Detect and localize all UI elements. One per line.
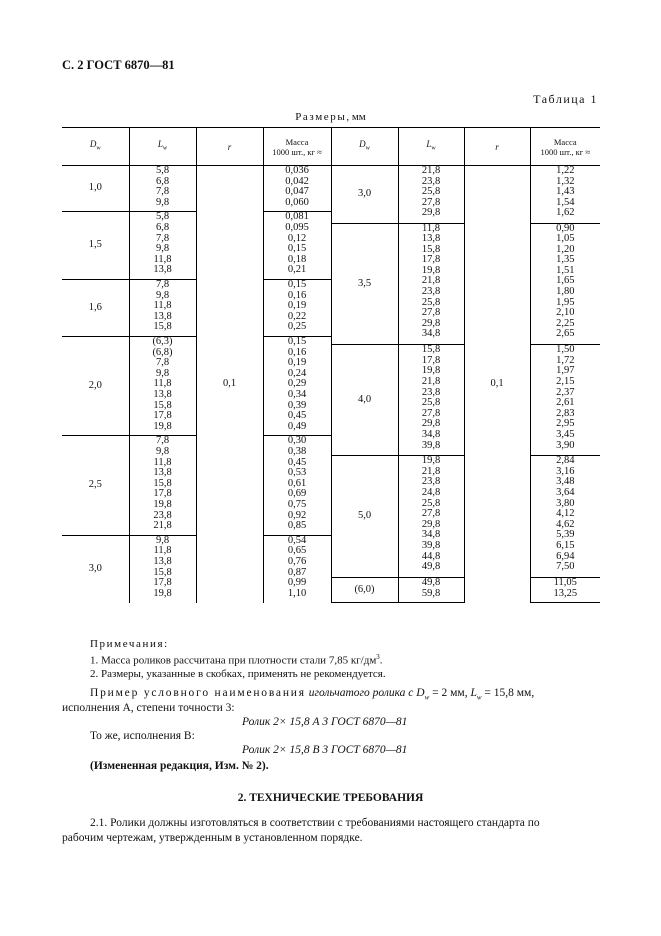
table-value: 25,8 (421, 497, 441, 509)
dw-cell-right: 3,0 (331, 166, 398, 224)
table-value: 1,97 (556, 365, 575, 377)
section-title: 2. ТЕХНИЧЕСКИЕ ТРЕБОВАНИЯ (237, 792, 424, 804)
table-value: 23,8 (421, 476, 441, 488)
table-value: 9,8 (155, 534, 170, 546)
table-value: 34,8 (421, 428, 441, 440)
table-value: 59,8 (421, 587, 441, 599)
table-value: 34,8 (421, 529, 441, 541)
table-value: 3,90 (556, 439, 575, 451)
example-formula-a: Ролик 2× 15,8 А 3 ГОСТ 6870—81 (242, 716, 408, 728)
table-value: 1,51 (556, 264, 575, 276)
table-value: 17,8 (153, 577, 172, 589)
table-value: 21,8 (421, 275, 441, 287)
table-value: 1,05 (556, 233, 575, 245)
table-value: 0,19 (287, 300, 307, 312)
col-lw-right: $L_w$ (398, 128, 464, 166)
table-value: 0,16 (287, 346, 307, 358)
note-1: 1. Масса роликов рассчитана при плотности стали 7,85 $кг/дм^3$. (90, 653, 383, 667)
table-value: 0,30 (287, 435, 307, 447)
table-value: 0,85 (287, 520, 307, 532)
table-value: 1,35 (556, 254, 575, 266)
col-lw: $L_w$ (129, 128, 196, 166)
table-value: 15,8 (153, 321, 172, 333)
table-value: 11,8 (422, 222, 440, 234)
table-value: 0,15 (287, 335, 307, 347)
table-value: 0,095 (285, 221, 309, 233)
table-value: 19,8 (421, 264, 441, 276)
table-value: 21,8 (421, 376, 441, 387)
table-value: 11,05 (553, 576, 577, 588)
notes-title: Примечания: (90, 638, 169, 650)
table-value: 7,8 (155, 357, 170, 369)
table-value: 15,8 (153, 566, 172, 578)
table-value: 39,8 (421, 439, 441, 451)
table-value: 13,8 (153, 388, 172, 400)
dimensions-caption (0, 111, 661, 123)
table-value: (6,8) (152, 346, 173, 358)
table-value: 1,95 (556, 296, 575, 308)
example-line2: исполнения А, степени точности 3: (62, 702, 235, 714)
table-header-row (62, 128, 600, 166)
table-value: 17,8 (153, 410, 172, 422)
table-value: 0,29 (287, 378, 307, 390)
table-value: 13,8 (421, 233, 441, 245)
section-p1-line1: 2.1. Ролики должны изготовляться в соответствии с требованиями настоящего стандарта по (90, 817, 540, 829)
table-value: 23,8 (421, 286, 441, 298)
table-value: 13,25 (553, 587, 578, 599)
table-value: 0,53 (287, 467, 307, 479)
table-label: Таблица 1 (533, 92, 598, 106)
table-value: 21,8 (153, 520, 172, 532)
table-value: 15,8 (153, 477, 172, 489)
notes-block (90, 638, 610, 681)
table-value: 0,060 (285, 196, 309, 208)
col-mass: Масса 1000 шт., кг ≈ (263, 128, 331, 166)
table-value: 49,8 (421, 561, 441, 573)
table-value: 0,75 (287, 498, 307, 510)
col-mass-right: Масса 1000 шт., кг ≈ (530, 128, 600, 166)
table-value: 3,16 (556, 465, 575, 477)
table-value: 1,80 (556, 286, 575, 298)
table-value: 29,8 (421, 518, 441, 530)
table-value: 5,8 (155, 165, 170, 176)
table-value: (6,3) (152, 335, 173, 347)
example-line1: Пример условного наименования игольчатого ролика с $D_w = 2$ мм, $L_w = 15,8$ мм, (90, 687, 535, 702)
table-value: 0,12 (287, 232, 307, 244)
table-value: 25,8 (421, 186, 441, 198)
dw-cell: 1,6 (62, 279, 129, 336)
table-value: 0,042 (285, 175, 309, 187)
table-value: 6,8 (155, 221, 170, 233)
table-value: 13,8 (153, 264, 172, 276)
table-value: 0,92 (287, 509, 307, 521)
table-value: 2,37 (556, 386, 575, 398)
table-value: 2,15 (556, 376, 575, 387)
table-value: 0,18 (287, 253, 307, 265)
table-value: 11,8 (153, 378, 172, 390)
table-value: 6,94 (556, 550, 575, 562)
table-value: 1,20 (556, 243, 575, 255)
table-value: 25,8 (421, 397, 441, 409)
dw-cell: 2,5 (62, 436, 129, 535)
table-value: 0,39 (287, 399, 307, 411)
table-value: 27,8 (421, 407, 441, 419)
table-value: 3,48 (556, 476, 575, 488)
table-value: 0,69 (287, 488, 307, 500)
dw-cell-right: (6,0) (331, 577, 398, 602)
table-value: 44,8 (421, 550, 441, 562)
dimensions-word: Размеры (295, 111, 347, 123)
col-dw-right: $D_w$ (331, 128, 398, 166)
table-value: 11,8 (153, 300, 172, 312)
col-r-right: r (464, 128, 530, 166)
table-value: 3,80 (556, 497, 575, 509)
table-value: 9,8 (155, 445, 170, 457)
table-value: 29,8 (421, 207, 441, 219)
table-value: 27,8 (421, 196, 441, 208)
table-value: 9,8 (155, 196, 170, 208)
note-2: 2. Размеры, указанные в скобках, применять не рекомендуется. (90, 667, 386, 680)
dw-cell: 1,0 (62, 166, 129, 212)
table-value: 17,8 (421, 354, 441, 366)
table-row (62, 166, 600, 212)
table-value: 0,24 (287, 367, 307, 379)
col-dw: $D_w$ (62, 128, 129, 166)
table-value: 9,8 (155, 367, 170, 379)
table-value: 4,62 (556, 518, 575, 530)
table-value: 24,8 (421, 487, 441, 498)
dw-cell: 2,0 (62, 336, 129, 435)
dimensions-table (62, 127, 600, 603)
table-value: 2,84 (556, 455, 575, 467)
table-value: 5,8 (155, 211, 170, 223)
table-value: 2,65 (556, 328, 575, 340)
dimensions-unit: , мм (346, 111, 366, 123)
table-value: 1,22 (556, 165, 575, 176)
table-value: 6,15 (556, 539, 575, 551)
table-value: 23,8 (421, 175, 441, 187)
table-value: 9,8 (155, 243, 170, 255)
example-formula-b: Ролик 2× 15,8 В 3 ГОСТ 6870—81 (242, 744, 408, 756)
table-value: 11,8 (153, 545, 172, 557)
dw-cell: 3,0 (62, 535, 129, 603)
table-value: 15,8 (153, 399, 172, 411)
table-value: 29,8 (421, 317, 441, 329)
table-value: 15,8 (421, 243, 441, 255)
col-r: r (196, 128, 263, 166)
table-value: 0,99 (287, 577, 307, 589)
table-value: 27,8 (421, 508, 441, 520)
dw-cell-right: 5,0 (331, 456, 398, 578)
table-value: 0,87 (287, 566, 307, 578)
r-cell-right: 0,1 (464, 166, 530, 603)
table-value: 13,8 (153, 310, 172, 322)
table-value: 0,45 (287, 410, 307, 422)
table-value: 0,15 (287, 278, 307, 290)
table-value: 23,8 (421, 386, 441, 398)
table-value: 0,047 (285, 186, 309, 198)
page-header: С. 2 ГОСТ 6870—81 (62, 58, 175, 72)
revision-note: (Измененная редакция, Изм. № 2). (90, 760, 269, 772)
table-value: 0,49 (287, 420, 307, 432)
table-value: 11,8 (153, 456, 172, 468)
table-value: 0,90 (556, 222, 575, 234)
table-value: 19,8 (153, 587, 172, 599)
table-value: 2,10 (556, 307, 575, 319)
table-value: 6,8 (155, 175, 170, 187)
table-value: 19,8 (153, 420, 172, 432)
r-cell: 0,1 (196, 166, 263, 603)
table-value: 15,8 (421, 344, 441, 356)
table-value: 0,45 (287, 456, 307, 468)
table-value: 19,8 (153, 498, 172, 510)
table-value: 1,50 (556, 344, 575, 356)
table-value: 29,8 (421, 418, 441, 430)
table-value: 1,65 (556, 275, 575, 287)
table-value: 7,8 (155, 186, 170, 198)
table-value: 1,62 (556, 207, 575, 219)
table-value: 1,32 (556, 175, 575, 187)
table-value: 19,8 (421, 455, 441, 467)
table-value: 13,8 (153, 555, 172, 567)
table-value: 7,8 (155, 278, 170, 290)
table-value: 0,61 (287, 477, 307, 489)
table-value: 0,036 (285, 165, 309, 176)
table-value: 0,16 (287, 289, 307, 301)
table-value: 19,8 (421, 365, 441, 377)
dw-cell-right: 4,0 (331, 345, 398, 456)
table-value: 0,081 (285, 211, 309, 223)
table-value: 1,54 (556, 196, 575, 208)
table-value: 7,8 (155, 232, 170, 244)
table-value: 11,8 (153, 253, 172, 265)
table-value: 1,43 (556, 186, 575, 198)
table-value: 4,12 (556, 508, 575, 520)
table-value: 49,8 (421, 576, 441, 588)
table-value: 1,72 (556, 354, 575, 366)
dw-cell: 1,5 (62, 212, 129, 280)
table-value: 0,38 (287, 445, 307, 457)
table-value: 13,8 (153, 467, 172, 479)
table-value: 0,65 (287, 545, 307, 557)
table-value: 3,64 (556, 487, 575, 498)
table-value: 0,76 (287, 555, 307, 567)
section-p1-line2: рабочим чертежам, утвержденным в установленном порядке. (62, 832, 363, 844)
table-value: 25,8 (421, 296, 441, 308)
table-value: 2,61 (556, 397, 575, 409)
table-value: 0,19 (287, 357, 307, 369)
table-value: 21,8 (421, 465, 441, 477)
table-value: 23,8 (153, 509, 172, 521)
table-value: 9,8 (155, 289, 170, 301)
dw-cell-right: 3,5 (331, 223, 398, 345)
table-value: 2,83 (556, 407, 575, 419)
table-value: 7,50 (556, 561, 575, 573)
table-value: 34,8 (421, 328, 441, 340)
table-value: 5,39 (556, 529, 575, 541)
table-value: 2,95 (556, 418, 575, 430)
table-value: 3,45 (556, 428, 575, 440)
table-value: 0,22 (287, 310, 307, 322)
table-value: 17,8 (421, 254, 441, 266)
table-value: 17,8 (153, 488, 172, 500)
example-same: То же, исполнения В: (90, 730, 195, 742)
table-value: 0,54 (287, 534, 307, 546)
table-value: 2,25 (556, 317, 575, 329)
table-value: 21,8 (421, 165, 441, 176)
table-value: 27,8 (421, 307, 441, 319)
table-value: 7,8 (155, 435, 170, 447)
table-value: 0,25 (287, 321, 307, 333)
table-value: 0,15 (287, 243, 307, 255)
table-value: 0,34 (287, 388, 307, 400)
table-value: 39,8 (421, 539, 441, 551)
table-value: 1,10 (287, 587, 307, 599)
table-value: 0,21 (287, 264, 307, 276)
